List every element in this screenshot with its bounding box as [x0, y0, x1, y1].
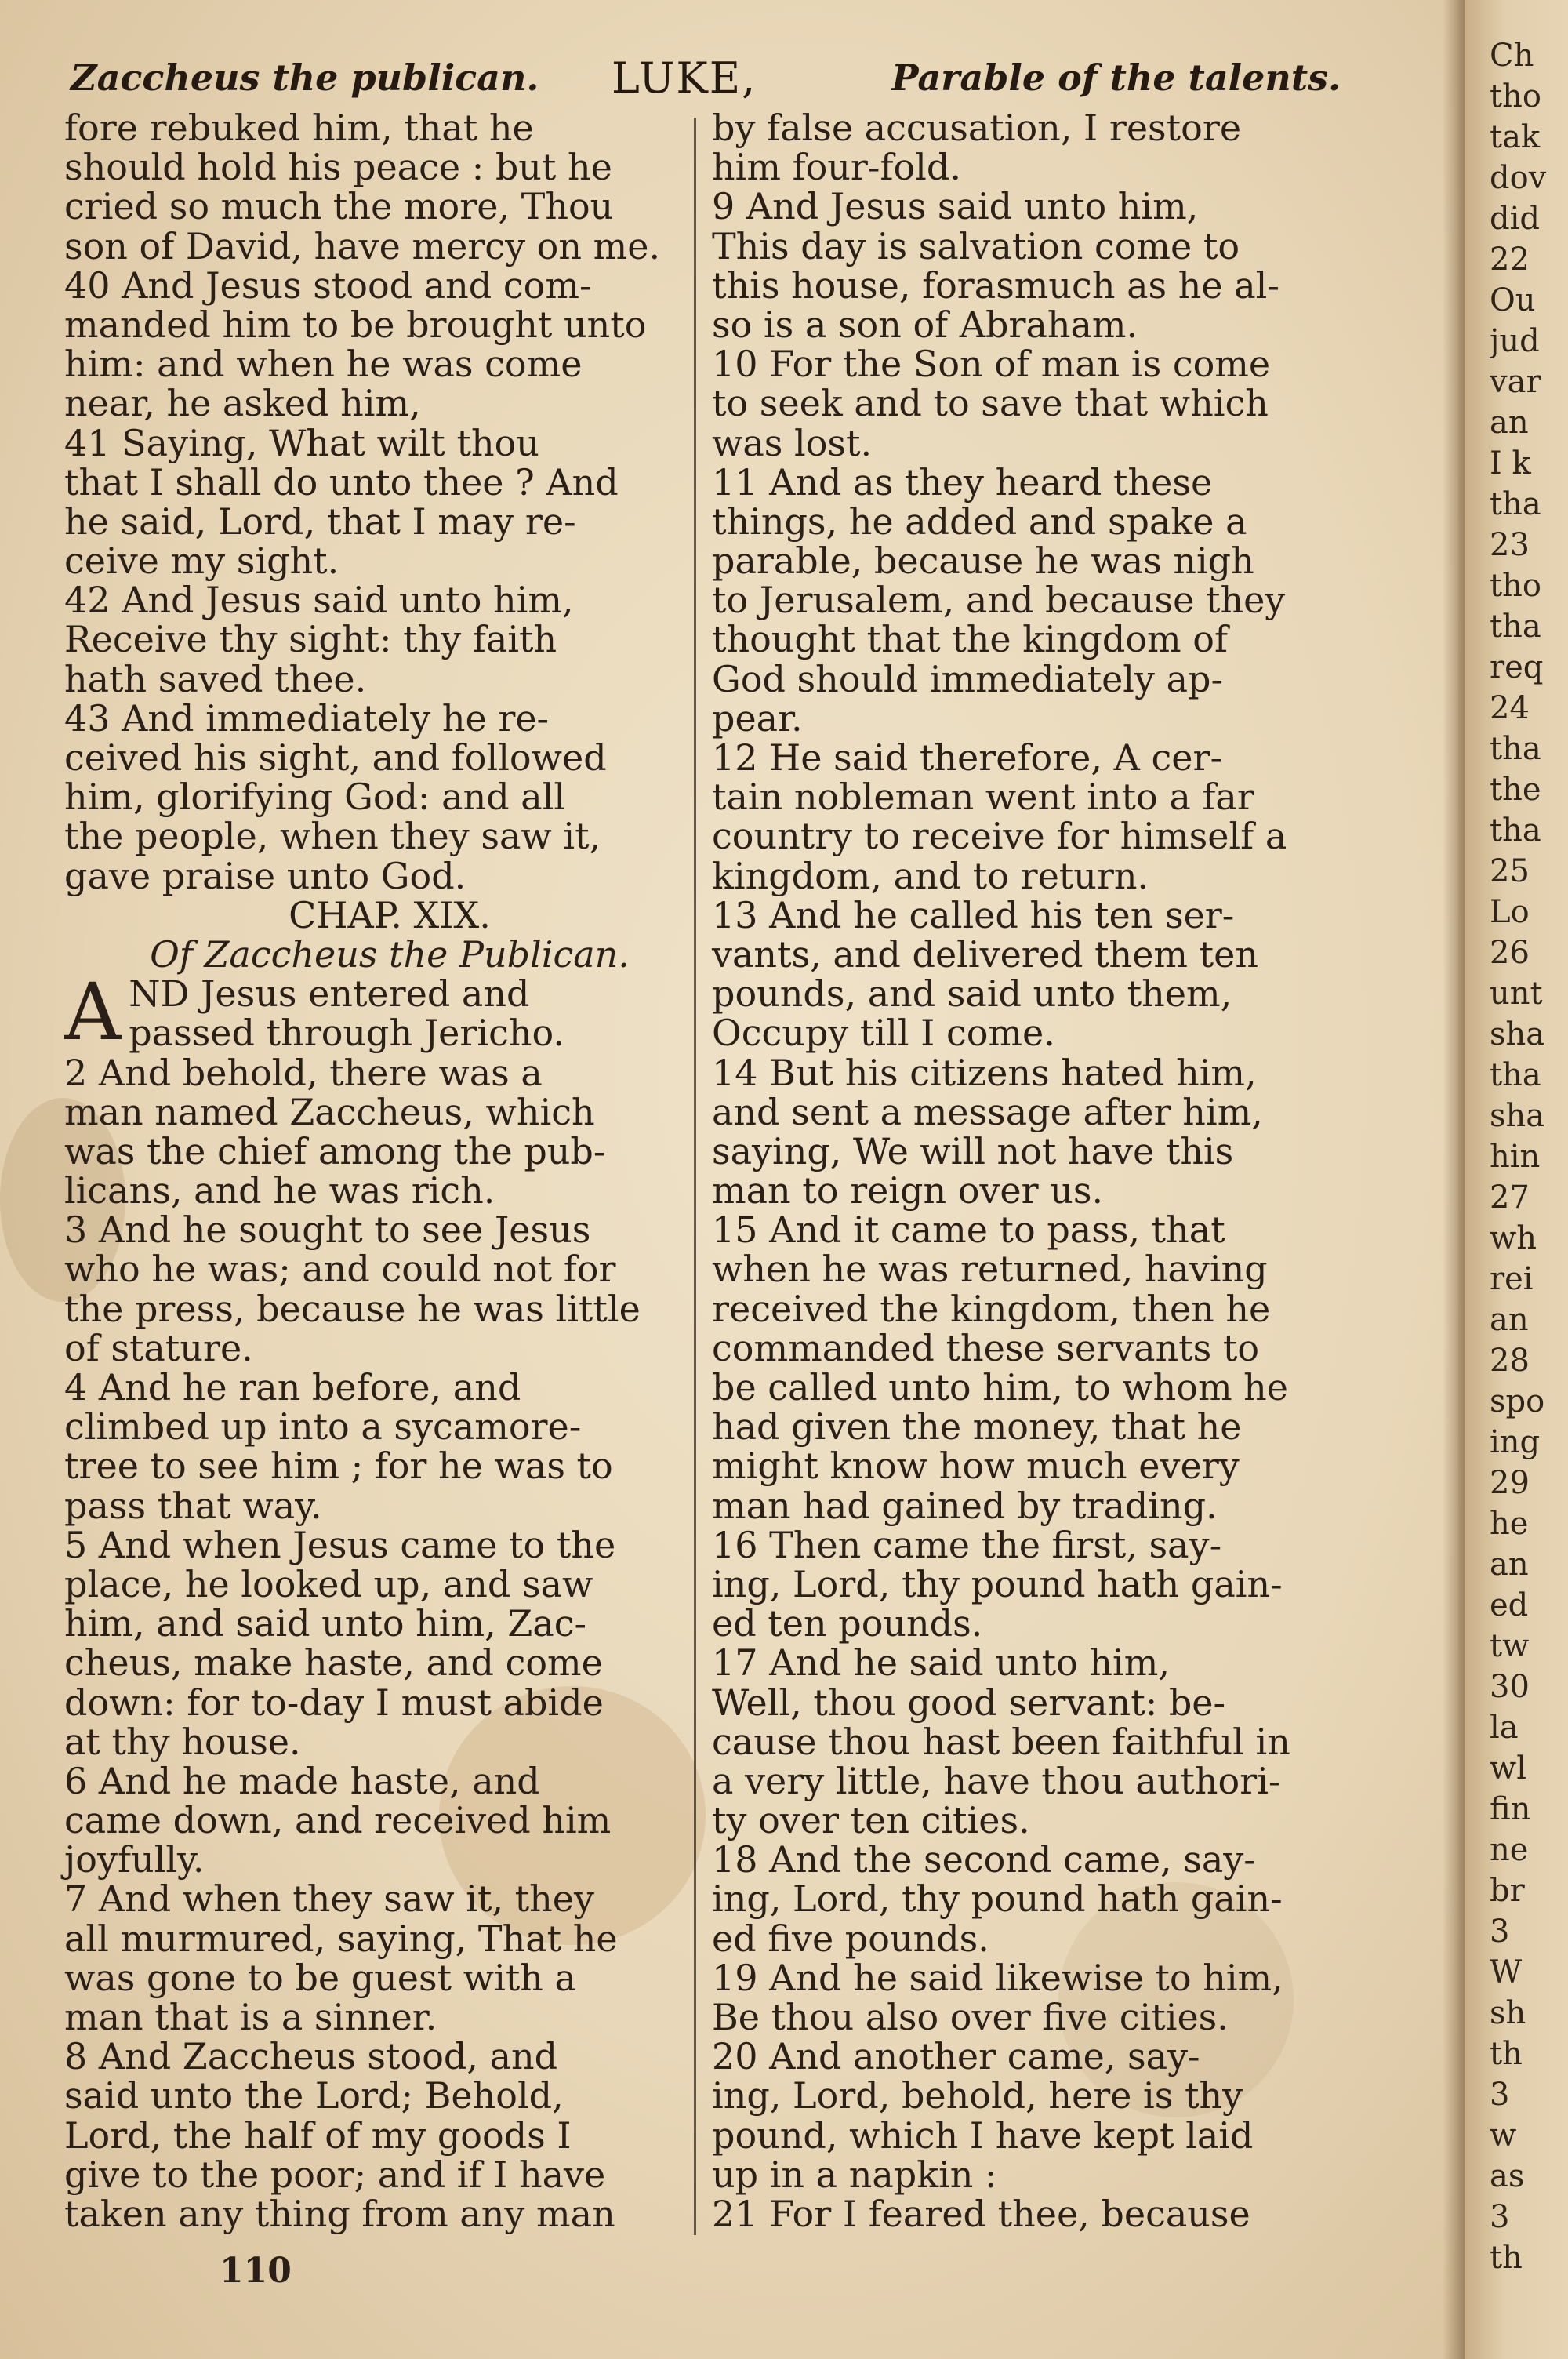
verse-line: 4 And he ran before, and [64, 1366, 521, 1409]
verse-line: 17 And he said unto him, [712, 1641, 1170, 1685]
verse-line: things, he added and spake a [712, 500, 1247, 543]
verse-line: 19 And he said likewise to him, [712, 1956, 1283, 1999]
verse-line: 15 And it came to pass, that [712, 1209, 1225, 1252]
chapter-first-line: ND Jesus entered and [129, 972, 530, 1016]
facing-page-fragment: 23 [1490, 527, 1530, 563]
verse-line: Occupy till I come. [712, 1012, 1055, 1055]
verse-line: by false accusation, I restore [712, 107, 1242, 149]
verse-line: be called unto him, to whom he [712, 1366, 1289, 1408]
facing-page-fragment: rei [1490, 1261, 1534, 1297]
facing-page-fragment: tha [1490, 1057, 1541, 1093]
verse-line: 3 And he sought to see Jesus [64, 1209, 591, 1252]
facing-page-fragment: Ch [1490, 38, 1534, 74]
verse-line: 20 And another came, say- [712, 2035, 1200, 2078]
page-number: 110 [220, 2251, 292, 2291]
left-column [64, 108, 715, 2234]
facing-page-fragment: ed [1490, 1587, 1529, 1623]
verse-line: hath saved thee. [64, 657, 367, 700]
verse-line: ing, Lord, thy pound hath gain- [712, 1562, 1283, 1605]
verse-line: give to the poor; and if I have [64, 2153, 606, 2196]
verse-line: tree to see him ; for he was to [64, 1445, 613, 1488]
facing-page-fragment: jud [1490, 323, 1540, 359]
verse-line: pear. [712, 696, 803, 740]
facing-page-fragment: var [1490, 364, 1541, 400]
facing-page-fragment: an [1490, 405, 1529, 441]
verse-line: kingdom, and to return. [712, 854, 1149, 897]
verse-line: commanded these servants to [712, 1326, 1260, 1369]
verse-line: near, he asked him, [64, 382, 421, 425]
facing-page-fragment: sh [1490, 1995, 1526, 2031]
facing-page-fragment: tho [1490, 568, 1541, 604]
verse-line: 21 For I feared thee, because [712, 2192, 1250, 2235]
verse-line: was the chief among the pub- [64, 1129, 606, 1172]
verse-line: tain nobleman went into a far [712, 776, 1254, 819]
verse-line: joyfully. [64, 1838, 205, 1881]
facing-page-fragment: unt [1490, 976, 1543, 1012]
verse-line: this house, forasmuch as he al- [712, 264, 1279, 307]
verse-line: all murmured, saying, That he [64, 1917, 618, 1960]
verse-line: cause thou hast been faithful in [712, 1720, 1290, 1763]
verse-line: Lord, the half of my goods I [64, 2114, 572, 2157]
verse-line: climbed up into a sycamore- [64, 1405, 582, 1448]
verse-line: to Jerusalem, and because they [712, 579, 1286, 622]
verse-line: ceive my sight. [64, 540, 339, 583]
verse-line: he said, Lord, that I may re- [64, 500, 576, 543]
verse-line: came down, and received him [64, 1799, 612, 1842]
facing-page-fragment: 29 [1490, 1465, 1530, 1501]
verse-line: pass that way. [64, 1484, 322, 1527]
verse-line: up in a napkin : [712, 2153, 997, 2196]
verse-line: taken any thing from any man [64, 2192, 615, 2235]
verse-line: This day is salvation come to [712, 224, 1240, 267]
verse-line: 16 Then came the first, say- [712, 1523, 1222, 1566]
verse-line: vants, and delivered them ten [712, 932, 1258, 976]
verse-line: 18 And the second came, say- [712, 1838, 1256, 1881]
facing-page-fragment: wl [1490, 1750, 1527, 1787]
facing-page-fragment: hin [1490, 1139, 1541, 1175]
verse-line: Well, thou good servant: be- [712, 1681, 1226, 1724]
facing-page-fragment: he [1490, 1506, 1529, 1542]
facing-page-fragment: spo [1490, 1383, 1545, 1419]
verse-line: down: for to-day I must abide [64, 1681, 604, 1724]
verse-line: 41 Saying, What wilt thou [64, 421, 539, 464]
verse-line: him, glorifying God: and all [64, 776, 566, 819]
verse-line: Be thou also over five cities. [712, 1996, 1229, 2038]
facing-page-fragment: Ou [1490, 282, 1536, 318]
verse-line: fore rebuked him, that he [64, 107, 534, 149]
verse-line: man that is a sinner. [64, 1996, 437, 2039]
facing-page-fragment: tak [1490, 119, 1541, 155]
running-header [71, 53, 1341, 111]
facing-page-fragment: as [1490, 2158, 1525, 2194]
verse-line: to seek and to save that which [712, 382, 1269, 425]
facing-page-fragment: Lo [1490, 894, 1530, 930]
facing-page-fragment: W [1490, 1954, 1523, 1990]
verse-line: gave praise unto God. [64, 854, 466, 897]
verse-line: who he was; and could not for [64, 1248, 616, 1291]
verse-line: ed five pounds. [712, 1917, 989, 1960]
facing-page-fragment: 25 [1490, 853, 1530, 889]
facing-page-fragment: tha [1490, 731, 1541, 767]
verse-line: him four-fold. [712, 146, 961, 189]
verse-line: licans, and he was rich. [64, 1169, 495, 1212]
verse-line: country to receive for himself a [712, 815, 1287, 858]
facing-page-fragment: ne [1490, 1832, 1529, 1868]
verse-line: cried so much the more, Thou [64, 185, 614, 228]
verse-line: place, he looked up, and saw [64, 1562, 593, 1605]
drop-cap: A [64, 966, 122, 1059]
facing-page-fragment: the [1490, 772, 1541, 808]
verse-line: man had gained by trading. [712, 1484, 1218, 1527]
verse-line: of stature. [64, 1326, 253, 1369]
facing-page-fragment: req [1490, 649, 1544, 685]
facing-page-fragment: an [1490, 1547, 1529, 1583]
facing-page-fragment: tha [1490, 609, 1541, 645]
verse-line: God should immediately ap- [712, 657, 1224, 700]
verse-line: 9 And Jesus said unto him, [712, 185, 1199, 228]
verse-line: him: and when he was come [64, 343, 583, 386]
verse-line: 5 And when Jesus came to the [64, 1523, 616, 1566]
verse-line: Receive thy sight: thy faith [64, 618, 557, 661]
verse-line: that I shall do unto thee ? And [64, 460, 619, 503]
facing-page-fragment: ing [1490, 1424, 1541, 1460]
verse-line: at thy house. [64, 1720, 301, 1763]
facing-page-fragment: fin [1490, 1791, 1531, 1827]
facing-page-fragment: I k [1490, 445, 1531, 482]
verse-line: said unto the Lord; Behold, [64, 2074, 564, 2117]
verse-line: ceived his sight, and followed [64, 736, 607, 779]
verse-line: and sent a message after him, [712, 1090, 1263, 1133]
verse-line: 12 He said therefore, A cer- [712, 736, 1223, 779]
chapter-second-line: passed through Jericho. [129, 1012, 564, 1055]
verse-line: man named Zaccheus, which [64, 1090, 595, 1133]
facing-page-fragment: tha [1490, 486, 1541, 522]
verse-line: a very little, have thou authori- [712, 1759, 1281, 1802]
verse-line: 10 For the Son of man is come [712, 343, 1271, 386]
facing-page-fragment: wh [1490, 1220, 1537, 1256]
facing-page-fragment: 3 [1490, 1914, 1510, 1950]
verse-line: thought that the kingdom of [712, 618, 1228, 661]
verse-line: ed ten pounds. [712, 1602, 983, 1645]
facing-page-fragment: an [1490, 1302, 1529, 1338]
right-column [712, 108, 1370, 2234]
facing-page-fragment: 26 [1490, 935, 1530, 971]
verse-line: 8 And Zaccheus stood, and [64, 2035, 558, 2078]
verse-line: ing, Lord, behold, here is thy [712, 2074, 1243, 2117]
facing-page-fragment: la [1490, 1710, 1519, 1746]
verse-line: should hold his peace : but he [64, 146, 612, 189]
facing-page-fragment: 28 [1490, 1343, 1530, 1379]
verse-line: had given the money, that he [712, 1405, 1242, 1448]
verse-line: 13 And he called his ten ser- [712, 893, 1235, 936]
verse-line: pounds, and said unto them, [712, 972, 1232, 1016]
chapter-opening [64, 966, 715, 1059]
verse-line: was gone to be guest with a [64, 1956, 576, 1999]
verse-line: 6 And he made haste, and [64, 1759, 540, 1802]
verse-line: cheus, make haste, and come [64, 1641, 603, 1685]
facing-page-fragment: 27 [1490, 1180, 1530, 1216]
verse-line: received the kingdom, then he [712, 1287, 1271, 1330]
verse-line: parable, because he was nigh [712, 540, 1254, 583]
verse-line: manded him to be brought unto [64, 303, 647, 346]
verse-line: might know how much every [712, 1445, 1240, 1488]
facing-page-fragment: th [1490, 2036, 1523, 2072]
verse-line: so is a son of Abraham. [712, 303, 1138, 346]
left-column-text-after [64, 1053, 715, 2234]
chapter-title: Of Zaccheus the Publican. [150, 932, 630, 976]
left-column-text-before [64, 108, 715, 896]
facing-page-fragment: 30 [1490, 1669, 1530, 1705]
facing-page-fragment: sha [1490, 1098, 1545, 1134]
verse-line: pound, which I have kept laid [712, 2114, 1254, 2157]
verse-line: 40 And Jesus stood and com- [64, 264, 592, 307]
facing-page-fragment: br [1490, 1873, 1525, 1909]
verse-line: saying, We will not have this [712, 1129, 1234, 1172]
verse-line: him, and said unto him, Zac- [64, 1602, 587, 1645]
verse-line: 43 And immediately he re- [64, 696, 550, 740]
facing-page-fragment: 3 [1490, 2077, 1510, 2113]
verse-line: when he was returned, having [712, 1248, 1268, 1291]
facing-page-fragment: tw [1490, 1628, 1530, 1664]
facing-page-fragment: tha [1490, 812, 1541, 849]
verse-line: man to reign over us. [712, 1169, 1104, 1212]
verse-line: 14 But his citizens hated him, [712, 1051, 1257, 1094]
header-book: LUKE, [612, 53, 757, 103]
facing-page-fragment: 3 [1490, 2199, 1510, 2235]
verse-line: 42 And Jesus said unto him, [64, 579, 574, 622]
verse-line: 7 And when they saw it, they [64, 1877, 595, 1921]
verse-line: 2 And behold, there was a [64, 1051, 543, 1094]
verse-line: was lost. [712, 421, 873, 464]
facing-page-fragment: tho [1490, 78, 1541, 114]
verse-line: 11 And as they heard these [712, 460, 1213, 503]
verse-line: ing, Lord, thy pound hath gain- [712, 1877, 1283, 1921]
verse-line: ty over ten cities. [712, 1799, 1030, 1842]
verse-line: son of David, have mercy on me. [64, 224, 661, 267]
verse-line: the people, when they saw it, [64, 815, 601, 858]
facing-page-fragment: w [1490, 2117, 1517, 2154]
facing-page-fragment: 24 [1490, 690, 1530, 726]
facing-page-fragment: th [1490, 2240, 1523, 2276]
chapter-heading: CHAP. XIX. [289, 893, 491, 936]
facing-page-fragment: dov [1490, 160, 1547, 196]
verse-line: the press, because he was little [64, 1287, 641, 1330]
facing-page-fragment: did [1490, 201, 1541, 237]
header-left: Zaccheus the publican. [71, 56, 539, 99]
header-right: Parable of the talents. [891, 56, 1341, 99]
gutter-shadow [1443, 0, 1465, 2359]
facing-page-fragment: 22 [1490, 242, 1530, 278]
facing-page-fragment: sha [1490, 1016, 1545, 1052]
